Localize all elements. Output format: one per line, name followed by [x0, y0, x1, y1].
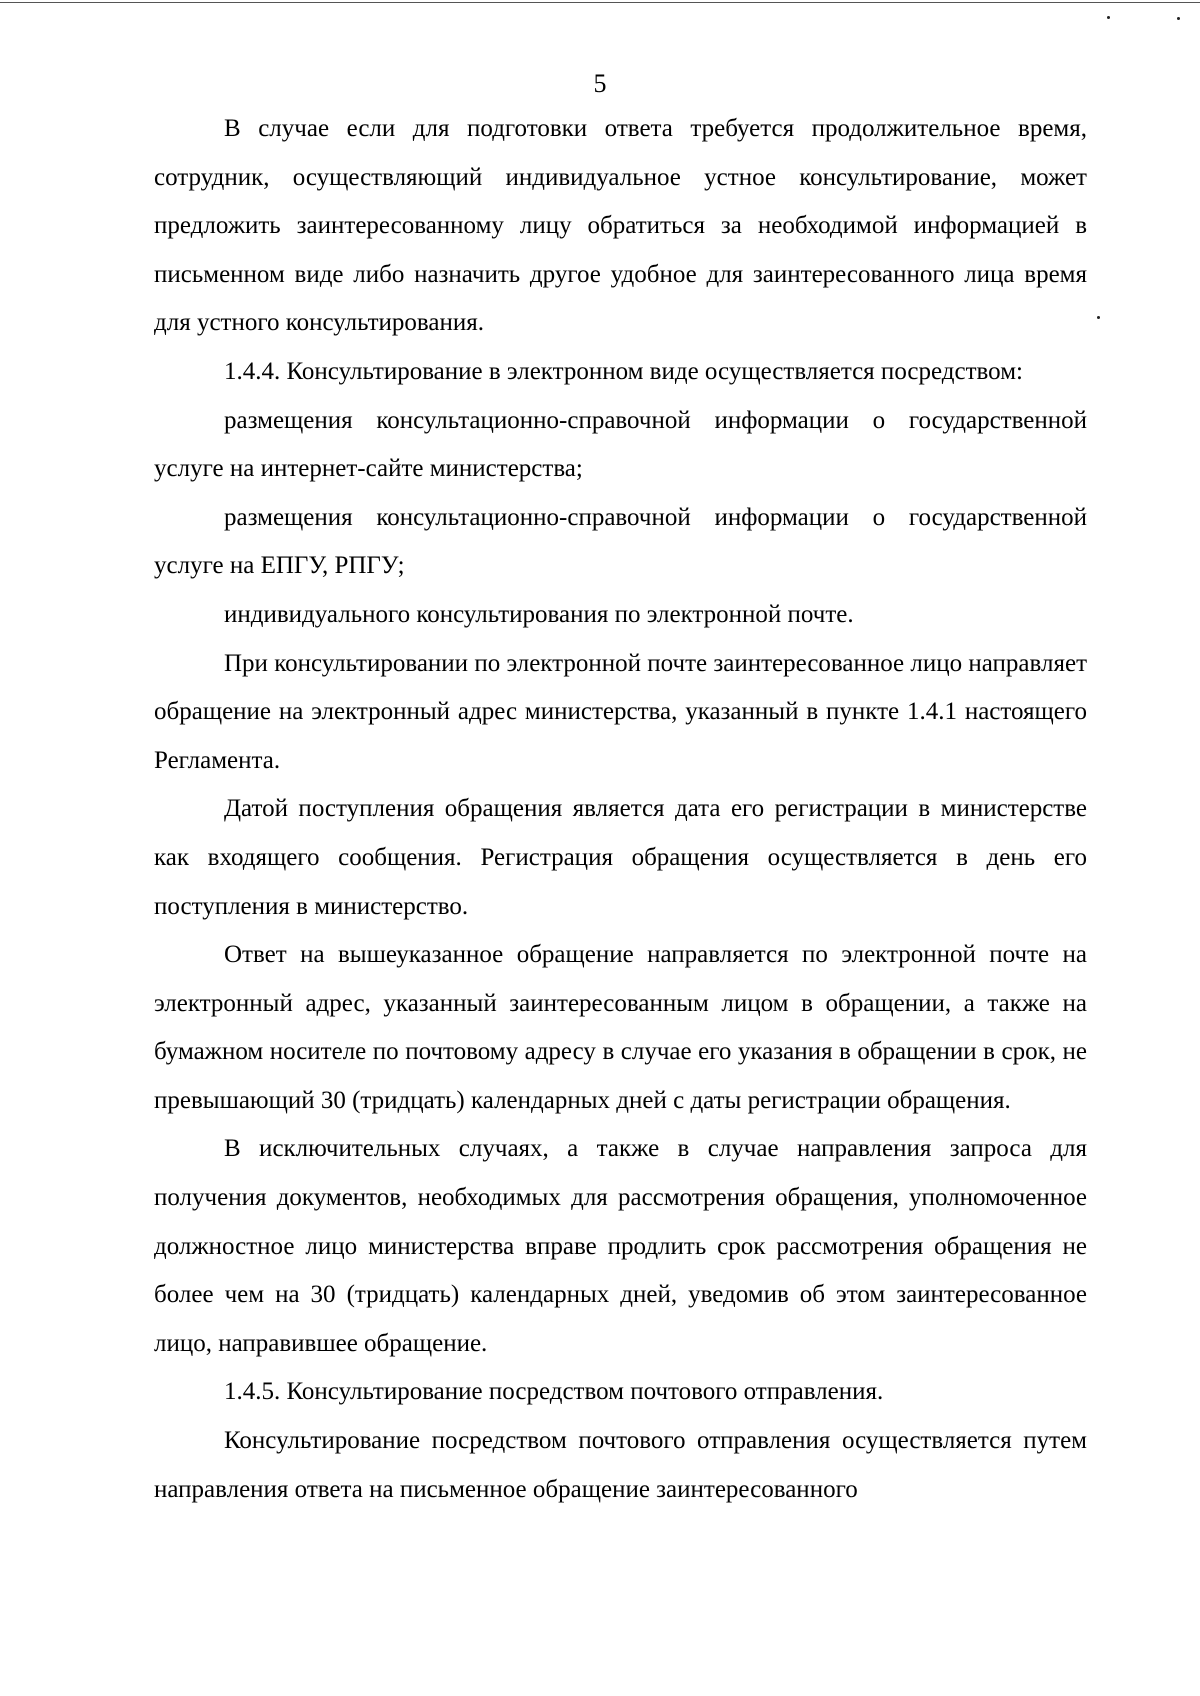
paragraph-email-procedure: При консультировании по электронной почте заинтересованное лицо направляет обращение на электронный адрес министерства, указанный в пункте 1.4.1 настоящего Регламента.	[154, 649, 1087, 774]
paragraph-postal-consulting: Консультирование посредством почтового отправления осуществляется путем направления ответа на письменное обращение заинтересованного	[154, 1427, 1087, 1503]
scan-speck	[1097, 316, 1100, 319]
paragraph-receipt-date: Датой поступления обращения является дата его регистрации в министерстве как входящего сообщения. Регистрация обращения осуществляется в день его поступления в министерство.	[154, 795, 1087, 920]
document-body	[154, 105, 1087, 1514]
scan-top-edge	[0, 2, 1200, 3]
paragraph-long-preparation: В случае если для подготовки ответа требуется продолжительное время, сотрудник, осуществляющий индивидуальное устное консультирование, может предложить заинтересованному лицу обратиться за необходимой информацией в письменном виде либо назначить другое удобное для заинтересованного лица время для устного консультирования.	[154, 115, 1087, 337]
paragraph-response-term: Ответ на вышеуказанное обращение направляется по электронной почте на электронный адрес, указанный заинтересованным лицом в обращении, а также на бумажном носителе по почтовому адресу в случае его указания в обращении в срок, не превышающий 30 (тридцать) календарных дней с даты регистрации обращения.	[154, 941, 1087, 1114]
paragraph-section-1-4-4: 1.4.4. Консультирование в электронном виде осуществляется посредством:	[224, 357, 1023, 385]
paragraph-internet-site: размещения консультационно-справочной информации о государственной услуге на интернет-сайте министерства;	[154, 406, 1087, 483]
scan-speck	[1107, 16, 1110, 19]
page-number: 5	[593, 69, 607, 98]
paragraph-exceptional-cases: В исключительных случаях, а также в случае направления запроса для получения документов, необходимых для рассмотрения обращения, уполномоченное должностное лицо министерства вправе продлить срок рассмотрения обращения не более чем на 30 (тридцать) календарных дней, уведомив об этом заинтересованное лицо, направившее обращение.	[154, 1135, 1087, 1357]
paragraph-epgu-rpgu: размещения консультационно-справочной информации о государственной услуге на ЕПГУ, РПГУ;	[154, 503, 1087, 580]
scan-speck	[1177, 17, 1180, 20]
paragraph-email-consulting: индивидуального консультирования по электронной почте.	[224, 600, 854, 628]
paragraph-section-1-4-5: 1.4.5. Консультирование посредством почтового отправления.	[224, 1378, 884, 1406]
